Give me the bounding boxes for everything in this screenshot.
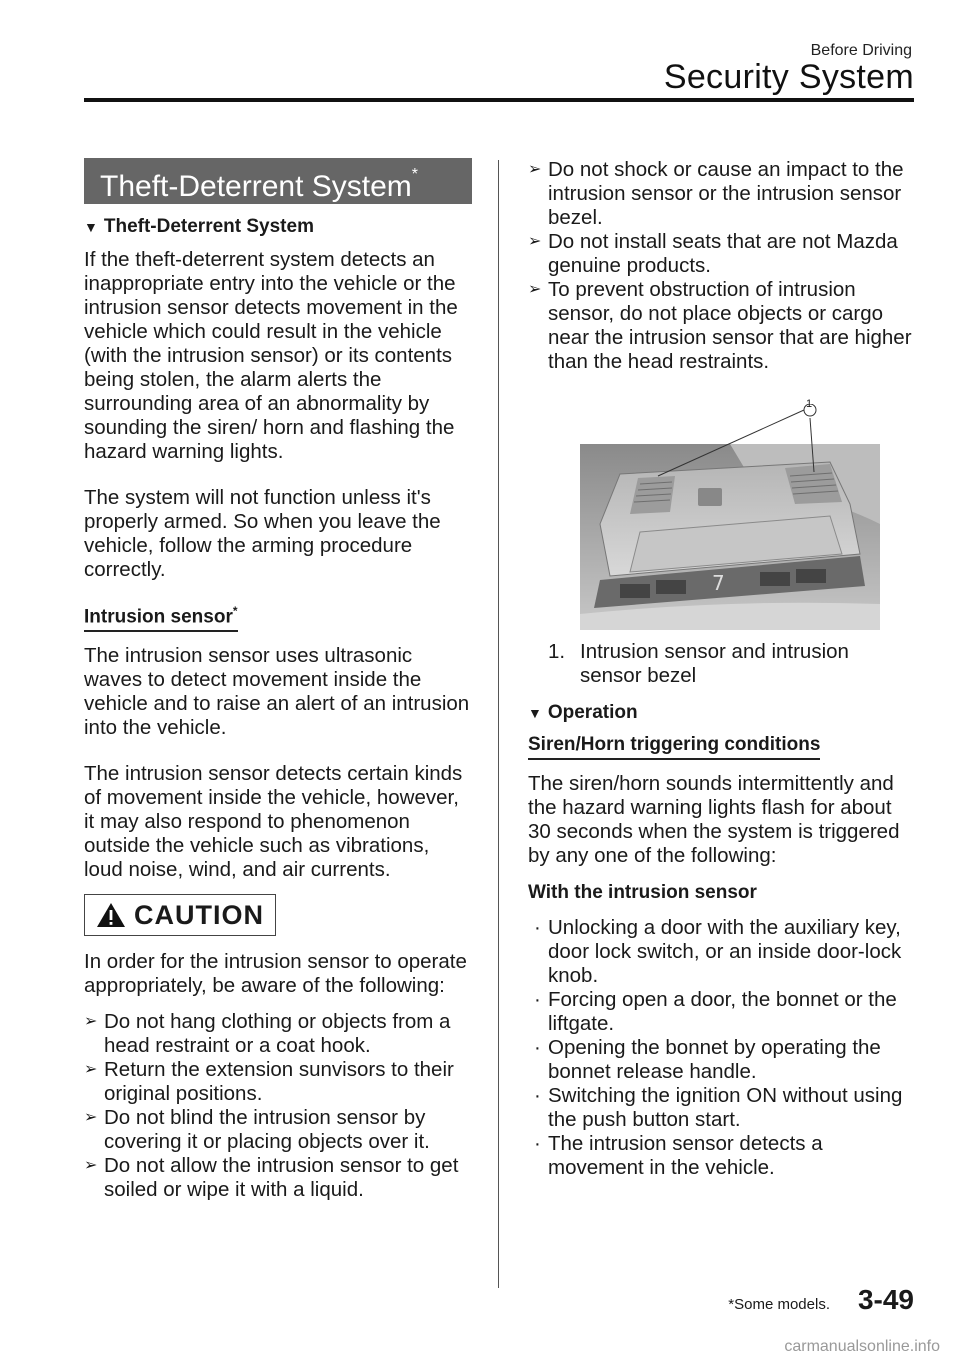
arrow-bullet-icon: ➢ [528,233,542,250]
list-item: ➢ Do not install seats that are not Mazda genuine products. [528,230,898,277]
section-title: Security System [663,58,914,96]
dot-bullet-icon: · [534,1036,541,1059]
paragraph-ultrasonic: The intrusion sensor uses ultrasonic waves to detect movement inside the vehicle and to raise an alert of an intrusion into the vehicle. [84,644,470,740]
triangle-down-icon: ▼ [84,219,98,235]
callout-number: 1 [806,398,813,410]
sensor-photo-illustration [580,404,880,630]
list-item: ➢ Do not shock or cause an impact to the intrusion sensor or the intrusion sensor bezel. [528,158,904,229]
banner-asterisk: * [411,166,418,183]
dot-bullet-icon: · [534,1084,541,1107]
chapter-label: Before Driving [810,42,912,59]
header-rule [84,98,914,102]
page-number: 3-49 [857,1284,914,1315]
trigger-heading: Siren/Horn triggering conditions [528,734,820,760]
figure-caption: 1. Intrusion sensor and intrusion sensor bezel [548,640,849,687]
with-sensor-label: With the intrusion sensor [528,882,757,903]
list-item: · Switching the ignition ON without using the push button start. [534,1084,903,1131]
arrow-bullet-icon: ➢ [84,1061,98,1079]
dot-bullet-icon: · [534,916,541,939]
caution-list-left [84,1010,472,1202]
footnote-some-models: *Some models. [728,1296,830,1313]
subhead-theft: ▼ Theft-Deterrent System [84,216,314,237]
list-item: · The intrusion sensor detects a movement in the vehicle. [534,1132,823,1179]
arrow-bullet-icon: ➢ [84,1109,98,1127]
list-item: · Opening the bonnet by operating the bonnet release handle. [534,1036,881,1083]
dot-bullet-icon: · [534,988,541,1011]
banner-title: Theft-Deterrent System [100,170,412,203]
paragraph-intro: If the theft-deterrent system detects an inappropriate entry into the vehicle or the intrusion sensor detects movement in the vehicle which could result in the vehicle (with the intrusion sensor) or its contents being stolen, the alarm alerts the surrounding area of an abnormality by sounding the siren/ horn and flashing the hazard warning lights. [84,248,458,463]
list-item: ➢ Do not hang clothing or objects from a head restraint or a coat hook. [84,1010,451,1058]
list-item: · Forcing open a door, the bonnet or the liftgate. [534,988,897,1035]
caution-list-right [528,158,916,374]
left-column [84,158,472,1202]
dot-bullet-icon: · [534,1132,541,1155]
column-divider [498,160,499,1288]
list-item: ➢ Return the extension sunvisors to their original positions. [84,1058,454,1106]
list-item: ➢ To prevent obstruction of intrusion sensor, do not place objects or cargo near the intrusion sensor that are higher than the head restraints. [528,278,912,373]
watermark: carmanualsonline.info [784,1338,940,1355]
svg-text:7: 7 [712,571,725,595]
right-column [528,158,916,1180]
arrow-bullet-icon: ➢ [84,1157,98,1175]
caution-label: CAUTION [134,899,264,930]
list-item: ➢ Do not blind the intrusion sensor by covering it or placing objects over it. [84,1106,430,1154]
arrow-bullet-icon: ➢ [84,1013,98,1031]
triangle-down-icon: ▼ [528,705,542,721]
conditions-list [528,916,916,1180]
paragraph-detects: The intrusion sensor detects certain kinds of movement inside the vehicle, however, it may also respond to phenomenon outside the vehicle such as vibrations, loud noise, wind, and air currents. [84,762,463,882]
paragraph-arming: The system will not function unless it's properly armed. So when you leave the vehicle, follow the arming procedure correctly. [84,486,441,581]
warning-triangle-icon [96,902,126,928]
intrusion-sensor-figure [580,398,880,630]
intrusion-sensor-heading: Intrusion sensor* [84,604,238,632]
list-item: ➢ Do not allow the intrusion sensor to get soiled or wipe it with a liquid. [84,1154,459,1202]
list-item: · Unlocking a door with the auxiliary key, door lock switch, or an inside door-lock knob. [534,916,902,987]
caution-intro: In order for the intrusion sensor to operate appropriately, be aware of the following: [84,950,467,998]
arrow-bullet-icon: ➢ [528,281,542,298]
subhead-operation: ▼ Operation [528,702,638,723]
caution-box [84,894,276,936]
arrow-bullet-icon: ➢ [528,161,542,178]
trigger-paragraph: The siren/horn sounds intermittently and the hazard warning lights flash for about 30 seconds when the system is triggered by any one of the following: [528,772,900,867]
section-banner [84,158,472,204]
